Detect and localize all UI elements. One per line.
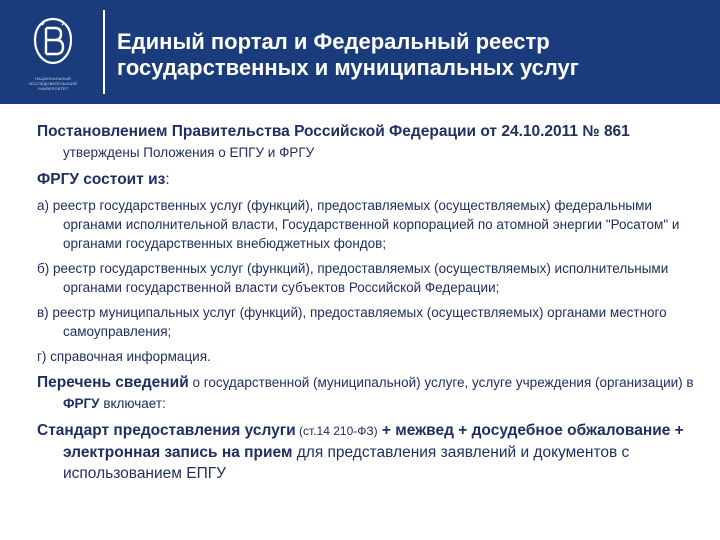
logo-caption: НАЦИОНАЛЬНЫЙ ИССЛЕДОВАТЕЛЬСКИЙ УНИВЕРСИТЕТ [29,76,77,91]
decree-bold: Постановлением Правительства Российской Федерации от 24.10.2011 № 861 [37,123,630,140]
list-item-a: а) реестр государственных услуг (функций), предоставляемых (осуществляемых) федеральными органами исполнительной власти, Государственной корпорацией по атомной энергии "Росатом" и органами государственных внебюджетных фондов; [37,198,680,251]
decree-paragraph [37,121,707,163]
frgu-heading-bold: ФРГУ состоит из [37,171,166,188]
standard-bold: Стандарт предоставления услуги [37,422,296,439]
standard-text: для представления заявлений и документов с использованием ЕПГУ [63,444,630,482]
standard-paragraph [37,420,707,484]
header-divider [103,10,105,94]
frgu-heading-colon: : [165,171,170,188]
list-item-c: в) реестр муниципальных услуг (функций), предоставляемых (осуществляемых) органами местного самоуправления; [37,305,667,339]
title-line-2: государственных и муниципальных услуг [117,55,579,80]
university-logo [22,12,84,92]
info-list-frgu: ФРГУ [63,396,100,411]
standard-bold-extra: + межвед + досудебное обжалование + электронная запись на прием [63,422,684,461]
list-item-b: б) реестр государственных услуг (функций), предоставляемых (осуществляемых) исполнительными органами государственной власти субъектов Российской Федерации; [37,261,669,295]
info-list-paragraph [37,372,707,414]
info-list-text: о государственной (муниципальной) услуге, услуге учреждения (организации) в [188,375,694,390]
frgu-heading [37,169,707,190]
university-emblem-icon [30,16,76,66]
decree-text: утверждены Положения о ЕПГУ и ФРГУ [63,145,315,160]
header-bar [0,0,720,104]
page-title [117,29,707,81]
info-list-bold: Перечень сведений [37,374,189,391]
info-list-tail: включает: [99,396,166,411]
list-item-d: г) справочная информация. [37,349,211,364]
standard-law-ref: (ст.14 210-ФЗ) [295,424,378,438]
title-line-1: Единый портал и Федеральный реестр [117,29,550,54]
slide-body [37,121,707,484]
